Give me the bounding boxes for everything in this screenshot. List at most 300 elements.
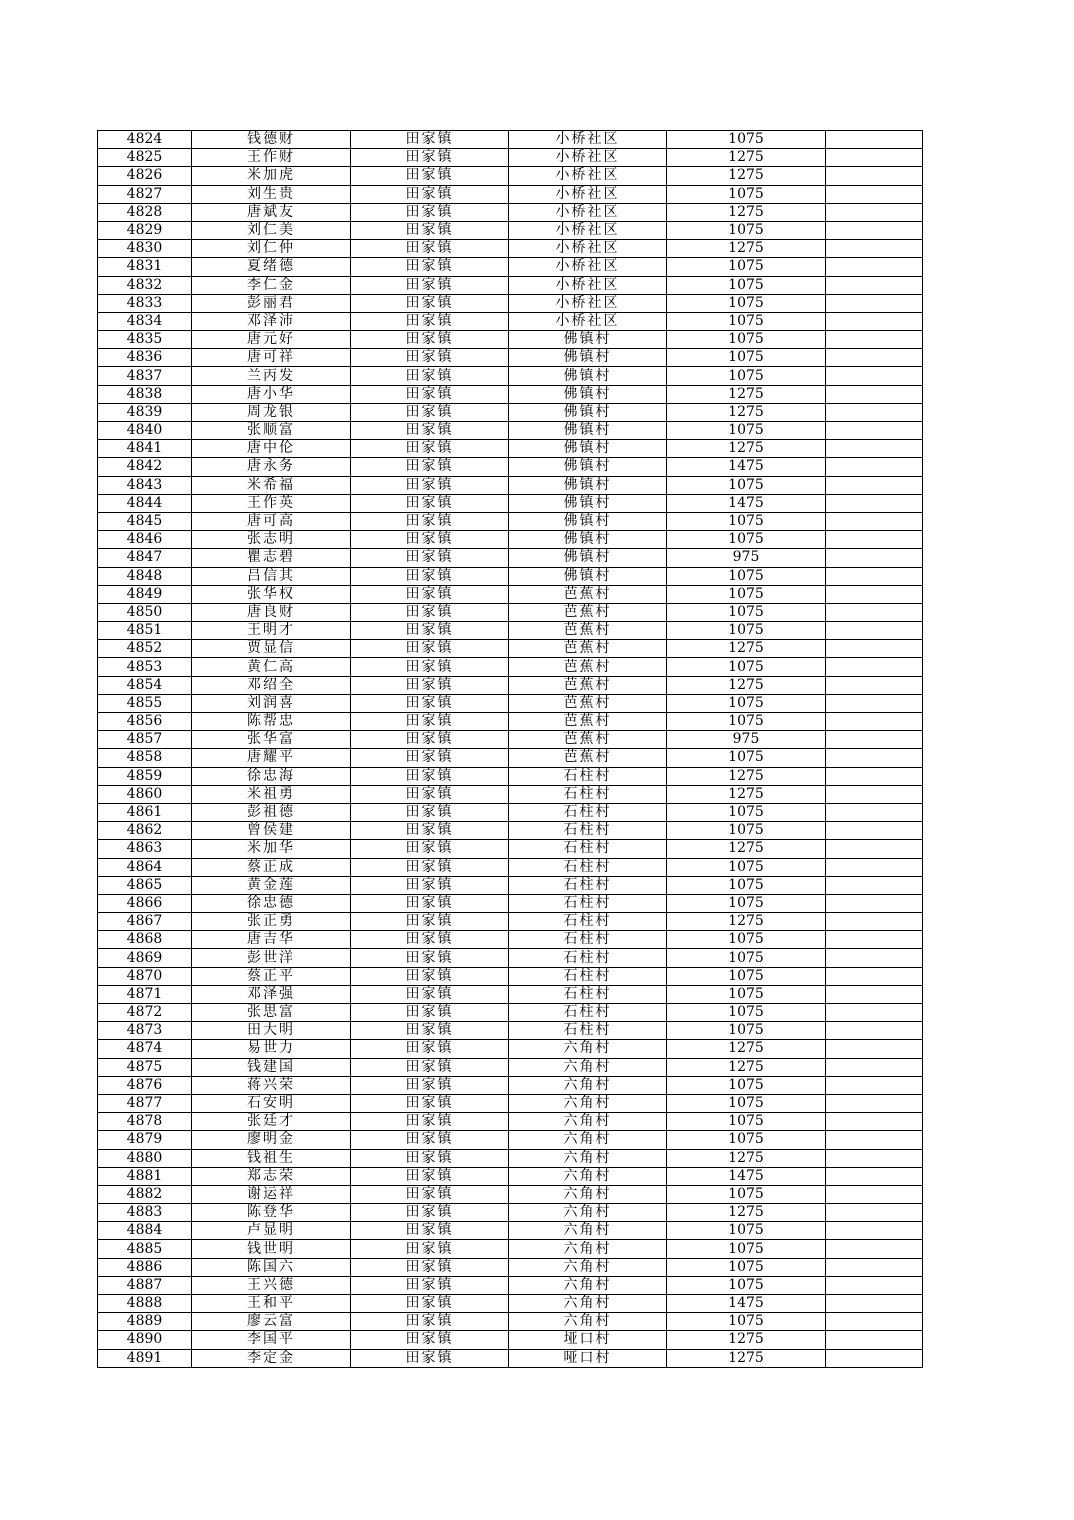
cell-town: 田家镇	[351, 312, 509, 330]
table-row	[98, 149, 923, 167]
cell-town: 田家镇	[351, 203, 509, 221]
cell-name: 唐吉华	[192, 931, 351, 949]
cell-note	[826, 349, 923, 367]
cell-name: 唐良财	[192, 603, 351, 621]
cell-id: 4866	[98, 894, 192, 912]
cell-note	[826, 894, 923, 912]
cell-amount: 1275	[667, 385, 826, 403]
cell-name: 李国平	[192, 1331, 351, 1349]
cell-name: 黄金莲	[192, 876, 351, 894]
cell-name: 邓泽沛	[192, 312, 351, 330]
cell-note	[826, 1022, 923, 1040]
table-row	[98, 422, 923, 440]
cell-amount: 1075	[667, 967, 826, 985]
cell-name: 米加虎	[192, 167, 351, 185]
cell-amount: 975	[667, 731, 826, 749]
table-row	[98, 494, 923, 512]
table-row	[98, 676, 923, 694]
table-row	[98, 1076, 923, 1094]
cell-town: 田家镇	[351, 549, 509, 567]
cell-village: 六角村	[509, 1149, 667, 1167]
cell-amount: 1275	[667, 640, 826, 658]
table-row	[98, 822, 923, 840]
cell-note	[826, 931, 923, 949]
cell-amount: 1075	[667, 1076, 826, 1094]
cell-id: 4871	[98, 985, 192, 1003]
cell-village: 石柱村	[509, 822, 667, 840]
cell-village: 石柱村	[509, 803, 667, 821]
cell-name: 唐可祥	[192, 349, 351, 367]
cell-name: 唐中伦	[192, 440, 351, 458]
table-row	[98, 549, 923, 567]
cell-town: 田家镇	[351, 931, 509, 949]
cell-name: 唐元好	[192, 331, 351, 349]
cell-town: 田家镇	[351, 458, 509, 476]
cell-name: 石安明	[192, 1094, 351, 1112]
cell-id: 4853	[98, 658, 192, 676]
table-row	[98, 967, 923, 985]
cell-amount: 1075	[667, 294, 826, 312]
cell-town: 田家镇	[351, 1076, 509, 1094]
cell-amount: 1075	[667, 1131, 826, 1149]
cell-id: 4829	[98, 221, 192, 239]
cell-id: 4833	[98, 294, 192, 312]
cell-amount: 1475	[667, 1295, 826, 1313]
cell-note	[826, 549, 923, 567]
cell-village: 小桥社区	[509, 131, 667, 149]
table-row	[98, 512, 923, 530]
cell-amount: 1075	[667, 713, 826, 731]
cell-village: 佛镇村	[509, 385, 667, 403]
cell-id: 4878	[98, 1113, 192, 1131]
table-row	[98, 603, 923, 621]
cell-amount: 1275	[667, 149, 826, 167]
cell-amount: 1075	[667, 349, 826, 367]
cell-name: 刘仁美	[192, 221, 351, 239]
cell-village: 石柱村	[509, 931, 667, 949]
cell-amount: 1275	[667, 1331, 826, 1349]
cell-name: 彭丽君	[192, 294, 351, 312]
cell-note	[826, 294, 923, 312]
cell-note	[826, 767, 923, 785]
cell-id: 4862	[98, 822, 192, 840]
cell-amount: 1075	[667, 1094, 826, 1112]
cell-note	[826, 149, 923, 167]
cell-town: 田家镇	[351, 1240, 509, 1258]
cell-note	[826, 785, 923, 803]
cell-note	[826, 1222, 923, 1240]
cell-id: 4872	[98, 1004, 192, 1022]
cell-town: 田家镇	[351, 440, 509, 458]
cell-name: 王和平	[192, 1295, 351, 1313]
cell-id: 4824	[98, 131, 192, 149]
cell-village: 石柱村	[509, 967, 667, 985]
cell-name: 陈登华	[192, 1204, 351, 1222]
cell-village: 垭口村	[509, 1331, 667, 1349]
table-row	[98, 385, 923, 403]
cell-town: 田家镇	[351, 985, 509, 1003]
cell-note	[826, 949, 923, 967]
cell-town: 田家镇	[351, 367, 509, 385]
table-body	[98, 131, 923, 1368]
table-row	[98, 221, 923, 239]
cell-name: 钱世明	[192, 1240, 351, 1258]
cell-name: 张华权	[192, 585, 351, 603]
table-row	[98, 531, 923, 549]
cell-town: 田家镇	[351, 785, 509, 803]
cell-amount: 1075	[667, 531, 826, 549]
cell-amount: 1075	[667, 585, 826, 603]
table-row	[98, 1240, 923, 1258]
cell-village: 小桥社区	[509, 240, 667, 258]
cell-town: 田家镇	[351, 149, 509, 167]
cell-village: 六角村	[509, 1240, 667, 1258]
cell-note	[826, 1131, 923, 1149]
cell-town: 田家镇	[351, 1276, 509, 1294]
cell-note	[826, 749, 923, 767]
table-row	[98, 803, 923, 821]
table-row	[98, 185, 923, 203]
cell-note	[826, 585, 923, 603]
cell-name: 邓绍全	[192, 676, 351, 694]
cell-note	[826, 1185, 923, 1203]
cell-village: 芭蕉村	[509, 694, 667, 712]
cell-village: 六角村	[509, 1040, 667, 1058]
cell-name: 陈国六	[192, 1258, 351, 1276]
cell-town: 田家镇	[351, 1185, 509, 1203]
cell-note	[826, 167, 923, 185]
cell-amount: 1075	[667, 221, 826, 239]
cell-town: 田家镇	[351, 567, 509, 585]
cell-town: 田家镇	[351, 185, 509, 203]
cell-note	[826, 512, 923, 530]
cell-amount: 1275	[667, 767, 826, 785]
table-row	[98, 713, 923, 731]
cell-town: 田家镇	[351, 258, 509, 276]
cell-note	[826, 131, 923, 149]
cell-amount: 1275	[667, 440, 826, 458]
table-row	[98, 622, 923, 640]
cell-id: 4888	[98, 1295, 192, 1313]
cell-village: 石柱村	[509, 949, 667, 967]
cell-town: 田家镇	[351, 1022, 509, 1040]
cell-village: 小桥社区	[509, 203, 667, 221]
cell-amount: 1075	[667, 949, 826, 967]
cell-name: 刘生贵	[192, 185, 351, 203]
cell-amount: 1075	[667, 749, 826, 767]
cell-note	[826, 1094, 923, 1112]
cell-town: 田家镇	[351, 403, 509, 421]
cell-village: 芭蕉村	[509, 622, 667, 640]
cell-note	[826, 694, 923, 712]
cell-amount: 1275	[667, 785, 826, 803]
cell-name: 卢显明	[192, 1222, 351, 1240]
cell-village: 芭蕉村	[509, 585, 667, 603]
cell-village: 芭蕉村	[509, 603, 667, 621]
cell-name: 钱建国	[192, 1058, 351, 1076]
cell-name: 张顺富	[192, 422, 351, 440]
cell-amount: 1075	[667, 603, 826, 621]
cell-amount: 1075	[667, 1113, 826, 1131]
cell-name: 田大明	[192, 1022, 351, 1040]
cell-town: 田家镇	[351, 349, 509, 367]
cell-town: 田家镇	[351, 713, 509, 731]
cell-id: 4887	[98, 1276, 192, 1294]
cell-town: 田家镇	[351, 803, 509, 821]
cell-amount: 1275	[667, 203, 826, 221]
cell-town: 田家镇	[351, 1040, 509, 1058]
cell-town: 田家镇	[351, 585, 509, 603]
cell-amount: 1275	[667, 1149, 826, 1167]
cell-name: 蔡正平	[192, 967, 351, 985]
cell-amount: 1275	[667, 1040, 826, 1058]
cell-amount: 1075	[667, 1222, 826, 1240]
cell-id: 4875	[98, 1058, 192, 1076]
cell-id: 4885	[98, 1240, 192, 1258]
cell-id: 4874	[98, 1040, 192, 1058]
cell-village: 芭蕉村	[509, 731, 667, 749]
cell-id: 4856	[98, 713, 192, 731]
cell-id: 4870	[98, 967, 192, 985]
cell-village: 六角村	[509, 1131, 667, 1149]
cell-id: 4879	[98, 1131, 192, 1149]
cell-name: 李定金	[192, 1349, 351, 1367]
cell-town: 田家镇	[351, 858, 509, 876]
cell-village: 小桥社区	[509, 312, 667, 330]
cell-town: 田家镇	[351, 822, 509, 840]
cell-note	[826, 1004, 923, 1022]
cell-amount: 1075	[667, 1240, 826, 1258]
cell-town: 田家镇	[351, 749, 509, 767]
cell-name: 彭世洋	[192, 949, 351, 967]
cell-amount: 1275	[667, 840, 826, 858]
cell-note	[826, 913, 923, 931]
cell-name: 王作财	[192, 149, 351, 167]
cell-id: 4852	[98, 640, 192, 658]
cell-village: 佛镇村	[509, 422, 667, 440]
cell-amount: 1075	[667, 258, 826, 276]
table-row	[98, 1113, 923, 1131]
cell-note	[826, 658, 923, 676]
cell-village: 小桥社区	[509, 276, 667, 294]
cell-id: 4826	[98, 167, 192, 185]
cell-id: 4827	[98, 185, 192, 203]
cell-town: 田家镇	[351, 1204, 509, 1222]
cell-village: 佛镇村	[509, 331, 667, 349]
cell-note	[826, 494, 923, 512]
cell-amount: 1075	[667, 567, 826, 585]
cell-village: 佛镇村	[509, 349, 667, 367]
cell-id: 4869	[98, 949, 192, 967]
cell-amount: 1475	[667, 1167, 826, 1185]
cell-amount: 1275	[667, 913, 826, 931]
cell-name: 王明才	[192, 622, 351, 640]
cell-name: 夏绪德	[192, 258, 351, 276]
cell-village: 芭蕉村	[509, 640, 667, 658]
cell-amount: 1075	[667, 476, 826, 494]
cell-village: 小桥社区	[509, 167, 667, 185]
cell-name: 唐永务	[192, 458, 351, 476]
cell-note	[826, 640, 923, 658]
table-row	[98, 767, 923, 785]
cell-id: 4890	[98, 1331, 192, 1349]
cell-name: 曾侯建	[192, 822, 351, 840]
cell-town: 田家镇	[351, 512, 509, 530]
cell-id: 4891	[98, 1349, 192, 1367]
cell-town: 田家镇	[351, 622, 509, 640]
cell-name: 蒋兴荣	[192, 1076, 351, 1094]
table-row	[98, 1222, 923, 1240]
cell-id: 4876	[98, 1076, 192, 1094]
table-row	[98, 567, 923, 585]
cell-village: 佛镇村	[509, 476, 667, 494]
cell-village: 芭蕉村	[509, 713, 667, 731]
cell-name: 易世力	[192, 1040, 351, 1058]
cell-id: 4837	[98, 367, 192, 385]
cell-note	[826, 276, 923, 294]
cell-town: 田家镇	[351, 1113, 509, 1131]
table-row	[98, 1004, 923, 1022]
cell-amount: 975	[667, 549, 826, 567]
cell-note	[826, 1204, 923, 1222]
cell-amount: 1475	[667, 494, 826, 512]
cell-id: 4884	[98, 1222, 192, 1240]
cell-id: 4828	[98, 203, 192, 221]
cell-village: 石柱村	[509, 1022, 667, 1040]
table-row	[98, 1094, 923, 1112]
cell-id: 4842	[98, 458, 192, 476]
cell-note	[826, 1040, 923, 1058]
cell-amount: 1075	[667, 276, 826, 294]
cell-village: 佛镇村	[509, 403, 667, 421]
cell-town: 田家镇	[351, 1058, 509, 1076]
cell-name: 吕信其	[192, 567, 351, 585]
cell-note	[826, 1258, 923, 1276]
cell-name: 徐忠海	[192, 767, 351, 785]
table-row	[98, 1331, 923, 1349]
cell-note	[826, 858, 923, 876]
cell-id: 4840	[98, 422, 192, 440]
cell-name: 瞿志碧	[192, 549, 351, 567]
cell-town: 田家镇	[351, 1313, 509, 1331]
cell-village: 六角村	[509, 1222, 667, 1240]
cell-note	[826, 531, 923, 549]
cell-name: 米祖勇	[192, 785, 351, 803]
cell-village: 六角村	[509, 1258, 667, 1276]
cell-id: 4825	[98, 149, 192, 167]
table-row	[98, 258, 923, 276]
table-row	[98, 131, 923, 149]
cell-note	[826, 203, 923, 221]
cell-town: 田家镇	[351, 913, 509, 931]
cell-id: 4855	[98, 694, 192, 712]
cell-village: 芭蕉村	[509, 658, 667, 676]
cell-note	[826, 603, 923, 621]
cell-town: 田家镇	[351, 531, 509, 549]
cell-id: 4880	[98, 1149, 192, 1167]
cell-town: 田家镇	[351, 476, 509, 494]
cell-amount: 1275	[667, 240, 826, 258]
cell-id: 4831	[98, 258, 192, 276]
table-row	[98, 731, 923, 749]
table-row	[98, 1058, 923, 1076]
table-row	[98, 1022, 923, 1040]
cell-town: 田家镇	[351, 1295, 509, 1313]
cell-town: 田家镇	[351, 694, 509, 712]
cell-note	[826, 622, 923, 640]
cell-name: 黄仁高	[192, 658, 351, 676]
cell-note	[826, 731, 923, 749]
cell-note	[826, 367, 923, 385]
cell-note	[826, 1295, 923, 1313]
cell-village: 佛镇村	[509, 494, 667, 512]
cell-town: 田家镇	[351, 167, 509, 185]
cell-town: 田家镇	[351, 385, 509, 403]
cell-name: 刘仁仲	[192, 240, 351, 258]
cell-town: 田家镇	[351, 731, 509, 749]
cell-town: 田家镇	[351, 1004, 509, 1022]
cell-village: 石柱村	[509, 840, 667, 858]
cell-amount: 1075	[667, 931, 826, 949]
cell-village: 小桥社区	[509, 294, 667, 312]
cell-village: 佛镇村	[509, 567, 667, 585]
cell-village: 哑口村	[509, 1349, 667, 1367]
cell-note	[826, 1076, 923, 1094]
cell-name: 郑志荣	[192, 1167, 351, 1185]
cell-village: 小桥社区	[509, 185, 667, 203]
table-row	[98, 312, 923, 330]
cell-id: 4838	[98, 385, 192, 403]
cell-village: 六角村	[509, 1094, 667, 1112]
cell-note	[826, 876, 923, 894]
cell-town: 田家镇	[351, 1131, 509, 1149]
cell-id: 4849	[98, 585, 192, 603]
cell-name: 钱德财	[192, 131, 351, 149]
cell-village: 六角村	[509, 1276, 667, 1294]
cell-town: 田家镇	[351, 967, 509, 985]
cell-note	[826, 240, 923, 258]
cell-note	[826, 1149, 923, 1167]
cell-village: 佛镇村	[509, 531, 667, 549]
cell-village: 六角村	[509, 1295, 667, 1313]
cell-amount: 1075	[667, 803, 826, 821]
table-row	[98, 585, 923, 603]
cell-town: 田家镇	[351, 240, 509, 258]
table-row	[98, 876, 923, 894]
cell-village: 佛镇村	[509, 440, 667, 458]
cell-note	[826, 713, 923, 731]
table-row	[98, 367, 923, 385]
cell-id: 4889	[98, 1313, 192, 1331]
cell-town: 田家镇	[351, 894, 509, 912]
cell-note	[826, 258, 923, 276]
cell-amount: 1075	[667, 985, 826, 1003]
cell-id: 4865	[98, 876, 192, 894]
cell-id: 4861	[98, 803, 192, 821]
cell-town: 田家镇	[351, 331, 509, 349]
table-row	[98, 931, 923, 949]
cell-name: 张廷才	[192, 1113, 351, 1131]
cell-amount: 1075	[667, 185, 826, 203]
cell-village: 石柱村	[509, 858, 667, 876]
cell-town: 田家镇	[351, 1349, 509, 1367]
cell-name: 唐耀平	[192, 749, 351, 767]
cell-amount: 1075	[667, 822, 826, 840]
cell-village: 石柱村	[509, 985, 667, 1003]
cell-note	[826, 476, 923, 494]
table-row	[98, 240, 923, 258]
cell-village: 石柱村	[509, 894, 667, 912]
